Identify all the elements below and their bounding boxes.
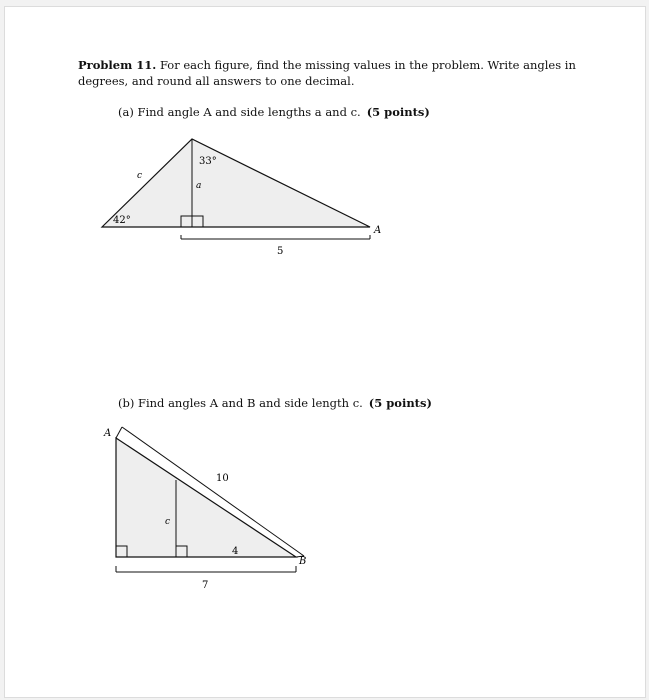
part-a-label: (a) Find angle A and side lengths a and c.	[118, 105, 361, 119]
side-c-label-b: c	[165, 517, 171, 527]
side-c-label: c	[137, 171, 143, 181]
angle-left-label: 42°	[113, 215, 131, 226]
vertex-b-label: B	[299, 556, 307, 567]
side-a-label: a	[196, 181, 202, 191]
hyp-length-label: 10	[216, 473, 229, 484]
base-length-label: 5	[277, 246, 284, 257]
problem-heading: Problem 11.	[78, 58, 157, 72]
angle-top-label: 33°	[199, 156, 217, 167]
inner-length-label: 4	[232, 546, 239, 557]
part-a-points: (5 points)	[366, 105, 430, 119]
triangle-a	[102, 139, 370, 227]
part-b-label: (b) Find angles A and B and side length c.	[118, 396, 363, 410]
figure-a	[102, 139, 381, 257]
figure-b	[103, 427, 306, 591]
part-b-points: (5 points)	[368, 396, 432, 410]
vertex-a-label-b: A	[104, 428, 112, 439]
triangle-b	[116, 438, 296, 557]
base-length-label-b: 7	[202, 580, 209, 591]
problem-text: For each figure, find the missing values in the problem. Write angles in degrees, and round all answers to one decimal.	[78, 58, 576, 88]
vertex-a-label: A	[374, 225, 382, 236]
